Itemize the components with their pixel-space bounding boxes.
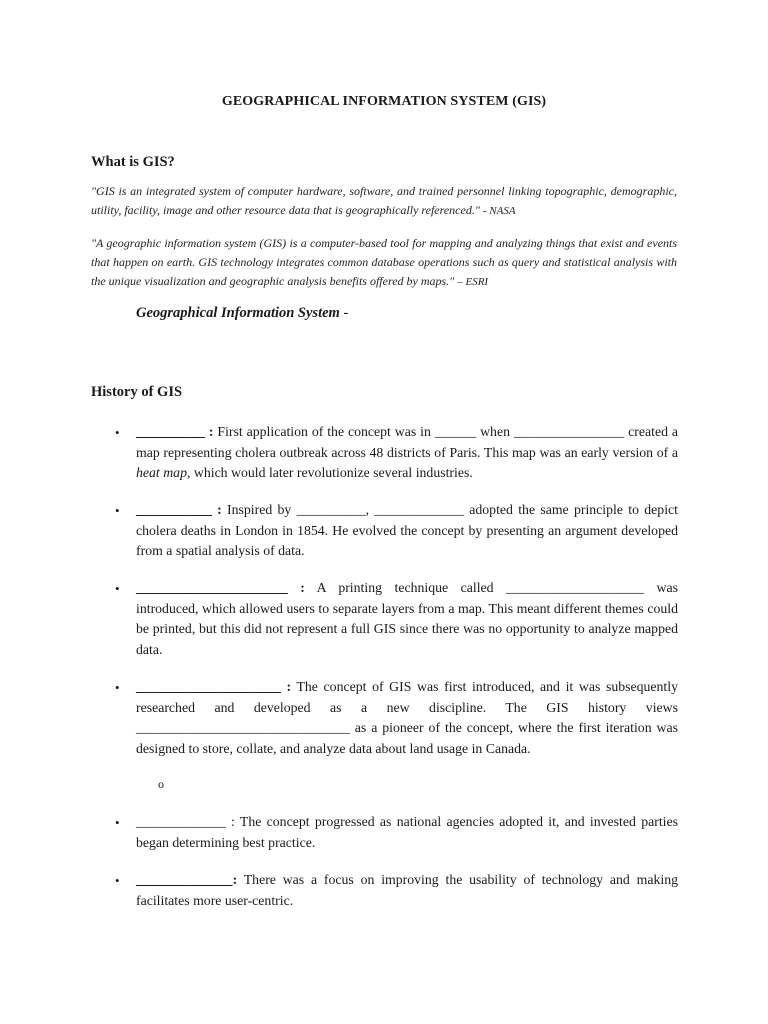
esri-quote <box>91 234 677 292</box>
what-is-gis-heading: What is GIS? <box>91 154 175 170</box>
history-item-body: : The concept progressed as national agencies adopted it, and invested parties began determining best practice. <box>136 814 678 850</box>
sub-bullet-marker: o <box>158 777 164 791</box>
gis-subheading <box>136 305 348 322</box>
esri-quote-text: "A geographic information system (GIS) is a computer-based tool for mapping and analyzing things that exist and events that happen on earth. GIS technology integrates common database operations such as query and statistical analysis with the unique visualization and geographic analysis benefits offered by maps." <box>91 236 677 288</box>
nasa-quote <box>91 182 677 221</box>
history-item-text <box>136 578 678 660</box>
bullet-dot: • <box>115 581 120 596</box>
nasa-quote-text: "GIS is an integrated system of computer hardware, software, and trained personnel linking topographic, demographic, utility, facility, image and other resource data that is geographically referenced." <box>91 184 677 217</box>
history-item-text <box>136 422 678 484</box>
gis-subheading-text: Geographical Information System <box>136 305 340 321</box>
history-heading: History of GIS <box>91 384 183 400</box>
history-item-label: ______________: <box>136 872 238 887</box>
history-item-label: ___________ : <box>136 502 222 517</box>
bullet-dot: • <box>115 425 120 440</box>
esri-quote-source: – ESRI <box>457 276 489 288</box>
history-item-body: Inspired by __________, _____________ adopted the same principle to depict cholera deaths in London in 1854. He evolved the concept by presenting an argument developed from a spatial analysis of data. <box>136 502 678 559</box>
history-item-text <box>136 812 678 853</box>
history-item <box>113 812 678 853</box>
history-item-emphasis: heat map <box>136 465 187 481</box>
history-item-text <box>136 870 678 911</box>
history-item-body: A printing technique called ____________________ was introduced, which allowed users to separate layers from a map. This meant different themes could be printed, but this did not represent a full GIS since there was no opportunity to analyze mapped data. <box>136 580 678 657</box>
history-item <box>113 578 678 660</box>
history-item-text <box>136 677 678 759</box>
history-item-body: First application of the concept was in ______ when ________________ created a map representing cholera outbreak across 48 districts of Paris. This map was an early version of a <box>136 424 679 460</box>
history-item <box>113 677 678 759</box>
nasa-quote-source: - NASA <box>482 205 516 217</box>
bullet-dot: • <box>115 680 120 695</box>
history-item-label: _____________ <box>136 814 226 829</box>
history-item-label: __________ : <box>136 424 214 439</box>
history-item-label: ______________________ : <box>136 580 305 595</box>
history-item-text <box>136 500 678 562</box>
bullet-dot: • <box>115 503 120 518</box>
history-item-label: _____________________ : <box>136 679 292 694</box>
history-item-body: The concept of GIS was first introduced, and it was subsequently researched and developed as a new discipline. The GIS history views _______________________________ as a pioneer of the concept, where the first iteration was designed to store, collate, and analyze data about land usage in Canada. <box>136 679 678 756</box>
history-item <box>113 500 678 562</box>
bullet-dot: • <box>115 815 120 830</box>
history-item <box>113 870 678 911</box>
gis-subheading-dash: - <box>343 305 349 321</box>
history-item-body: There was a focus on improving the usability of technology and making facilitates more user-centric. <box>136 872 678 908</box>
bullet-dot: • <box>115 873 120 888</box>
history-item <box>113 422 678 484</box>
page-title: GEOGRAPHICAL INFORMATION SYSTEM (GIS) <box>221 94 547 109</box>
history-item-tail: , which would later revolutionize several industries. <box>186 465 473 481</box>
